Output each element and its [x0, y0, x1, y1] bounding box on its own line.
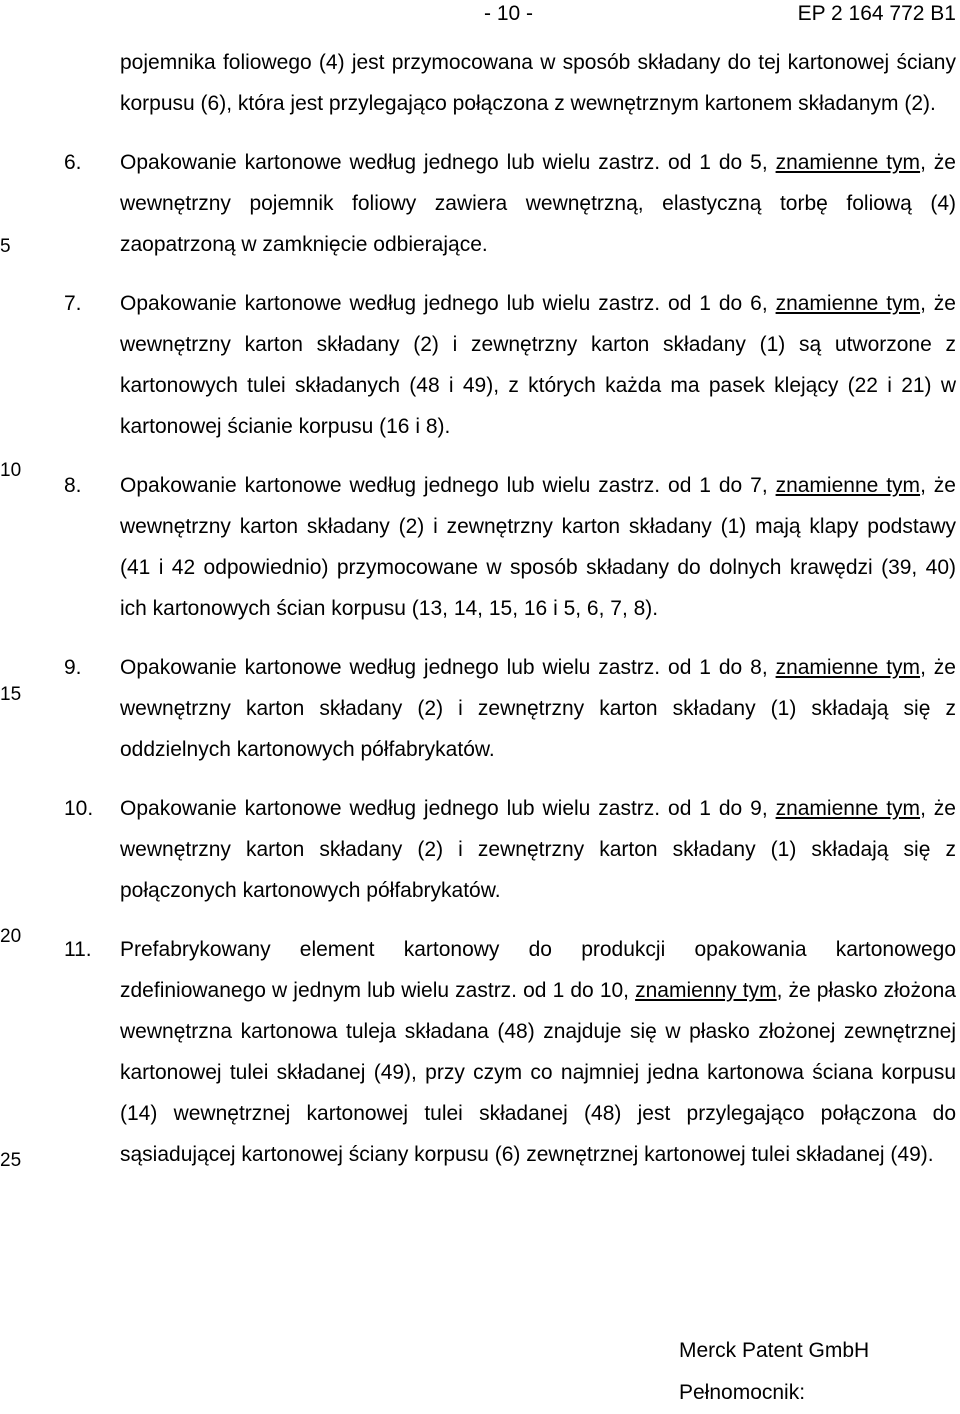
publication-number: EP 2 164 772 B1	[797, 2, 956, 25]
claim-text: , że wewnętrzny karton składany (2) i zewnętrzny karton składany (1) są utworzone z kartonowych tulei składanych (48 i 49), z których każda ma pasek klejący (22 i 21) w kartonowej ścianie korpusu (16 i 8).	[120, 292, 956, 438]
company-name: Merck Patent GmbH	[679, 1339, 870, 1362]
characterising-phrase: znamienne tym	[775, 656, 921, 679]
claim-number: 6.	[64, 151, 82, 174]
claim-number: 7.	[64, 292, 82, 315]
characterising-phrase: znamienne tym	[775, 151, 921, 174]
claim-text: , że płasko złożona wewnętrzna kartonowa tuleja składana (48) znajduje się w płasko złożonej zewnętrznej kartonowej tulei składanej (49), przy czym co najmniej jedna kartonowa ściana korpusu (14) wewnętrznej kartonowej tulei składanej (48) jest przylegająco połączona do sąsiadującej kartonowej ściany korpusu (6) zewnętrznej kartonowej tulei składanej (49).	[120, 979, 956, 1166]
characterising-phrase: znamienne tym	[775, 474, 921, 497]
signatory-role: Pełnomocnik:	[679, 1381, 806, 1404]
line-number-15: 15	[0, 684, 22, 705]
claim-text: , że wewnętrzny karton składany (2) i zewnętrzny karton składany (1) składają się z oddzielnych kartonowych półfabrykatów.	[120, 656, 956, 761]
claim-9	[0, 647, 960, 770]
claim-8	[0, 465, 960, 629]
claim-7	[0, 283, 960, 447]
line-number-5: 5	[0, 236, 11, 257]
line-number-10: 10	[0, 460, 22, 481]
line-number-25: 25	[0, 1150, 22, 1171]
claim-11	[0, 929, 960, 1175]
claim-number: 10.	[64, 797, 94, 820]
characterising-phrase: znamienny tym	[635, 979, 777, 1002]
claim-text: Prefabrykowany element kartonowy do produkcji opakowania kartonowego zdefiniowanego w jednym lub wielu zastrz. od 1 do 10,	[120, 938, 956, 1002]
claim-10	[0, 788, 960, 911]
claim-text: Opakowanie kartonowe według jednego lub wielu zastrz. od 1 do 9,	[120, 797, 776, 820]
continuation-paragraph: pojemnika foliowego (4) jest przymocowana w sposób składany do tej kartonowej ściany korpusu (6), która jest przylegająco połączona z wewnętrznym kartonem składanym (2).	[120, 51, 956, 115]
line-number-20: 20	[0, 926, 22, 947]
claim-6	[0, 142, 960, 265]
claim-text: , że wewnętrzny karton składany (2) i zewnętrzny karton składany (1) składają się z połączonych kartonowych półfabrykatów.	[120, 797, 956, 902]
characterising-phrase: znamienne tym	[775, 797, 921, 820]
claim-text: Opakowanie kartonowe według jednego lub wielu zastrz. od 1 do 5,	[120, 151, 776, 174]
page-number: - 10 -	[484, 2, 534, 25]
characterising-phrase: znamienne tym	[775, 292, 921, 315]
claim-text: , że wewnętrzny pojemnik foliowy zawiera wewnętrzną, elastyczną torbę foliową (4) zaopatrzoną w zamknięcie odbierające.	[120, 151, 956, 256]
claim-number: 11.	[64, 938, 92, 961]
claims-body	[0, 42, 960, 1175]
claim-number: 8.	[64, 474, 82, 497]
claim-text: Opakowanie kartonowe według jednego lub wielu zastrz. od 1 do 8,	[120, 656, 776, 679]
signature-block	[679, 1330, 869, 1414]
claim-text: Opakowanie kartonowe według jednego lub wielu zastrz. od 1 do 7,	[120, 474, 776, 497]
claim-number: 9.	[64, 656, 82, 679]
claim-text: Opakowanie kartonowe według jednego lub wielu zastrz. od 1 do 6,	[120, 292, 776, 315]
claim-text: , że wewnętrzny karton składany (2) i zewnętrzny karton składany (1) mają klapy podstawy (41 i 42 odpowiednio) przymocowane w sposób składany do dolnych krawędzi (39, 40) ich kartonowych ścian korpusu (13, 14, 15, 16 i 5, 6, 7, 8).	[120, 474, 956, 620]
